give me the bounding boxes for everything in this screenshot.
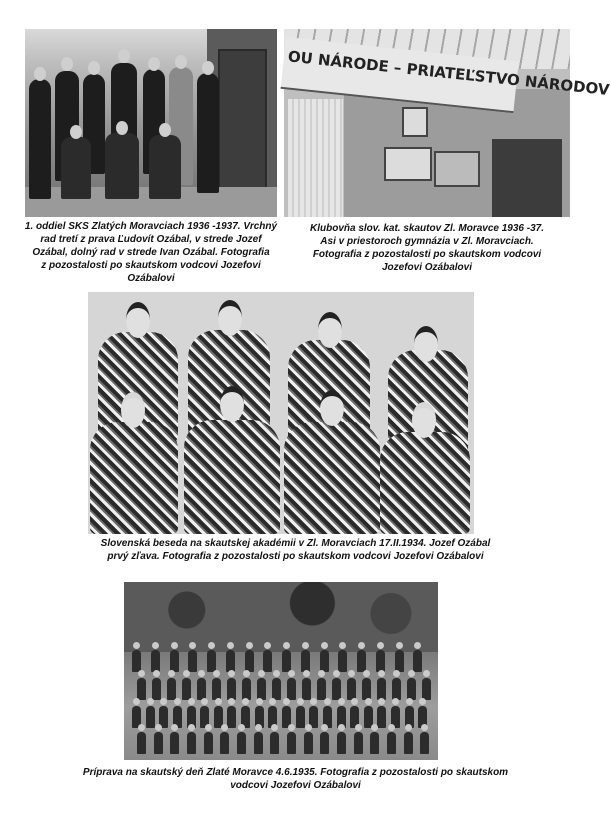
photo-figure bbox=[245, 650, 254, 672]
photo-scout-day bbox=[124, 582, 438, 760]
photo-head bbox=[388, 724, 395, 731]
photo-figure bbox=[197, 73, 219, 193]
photo-head bbox=[88, 61, 100, 75]
photo-figure bbox=[362, 678, 371, 700]
photo-figure bbox=[90, 422, 178, 534]
photo-head bbox=[116, 121, 128, 135]
photo-figure bbox=[227, 706, 236, 728]
caption-line: Fotografia z pozostalosti po skautskom vodcovi bbox=[312, 249, 542, 260]
photo-figure bbox=[227, 678, 236, 700]
photo-head bbox=[168, 670, 175, 677]
photo-head bbox=[213, 670, 220, 677]
photo-3-caption bbox=[20, 537, 571, 563]
photo-head bbox=[201, 698, 208, 705]
photo-figure bbox=[370, 732, 379, 754]
photo-figure bbox=[407, 678, 416, 700]
caption-line: Ozábalovi bbox=[127, 273, 175, 284]
photo-head bbox=[406, 698, 413, 705]
photo-figure bbox=[154, 732, 163, 754]
caption-line: Slovenská beseda na skautskej akadémii v Zl. Moravciach 17.II.1934. Jozef Ozábal bbox=[100, 538, 491, 549]
photo-head bbox=[408, 670, 415, 677]
photo-head bbox=[138, 670, 145, 677]
photo-figure bbox=[146, 706, 155, 728]
photo-trees bbox=[124, 582, 438, 652]
photo-head bbox=[220, 386, 244, 422]
photo-head bbox=[396, 642, 403, 649]
photo-figure bbox=[387, 732, 396, 754]
photo-frame bbox=[402, 107, 428, 137]
photo-head bbox=[147, 698, 154, 705]
photo-frame bbox=[384, 147, 432, 181]
photo-head bbox=[393, 670, 400, 677]
photo-head bbox=[333, 670, 340, 677]
photo-head bbox=[271, 724, 278, 731]
photo-head bbox=[215, 698, 222, 705]
photo-figure bbox=[404, 732, 413, 754]
photo-head bbox=[133, 642, 140, 649]
photo-figure bbox=[170, 650, 179, 672]
photo-head bbox=[256, 698, 263, 705]
photo-figure bbox=[207, 650, 216, 672]
caption-line: Príprava na skautský deň Zlaté Moravce 4.6.1935. Fotografia z pozostalosti po skautskom bbox=[82, 767, 509, 778]
photo-head bbox=[310, 698, 317, 705]
photo-head bbox=[133, 698, 140, 705]
photo-head bbox=[153, 670, 160, 677]
photo-figure bbox=[254, 732, 263, 754]
photo-head bbox=[303, 670, 310, 677]
photo-head bbox=[365, 698, 372, 705]
photo-2-caption bbox=[284, 222, 570, 274]
photo-head bbox=[61, 57, 73, 71]
photo-figure bbox=[302, 678, 311, 700]
caption-line: prvý zľava. Fotografia z pozostalosti po skautskom vodcovi Jozefovi Ozábalovi bbox=[107, 551, 484, 562]
photo-head bbox=[188, 698, 195, 705]
photo-figure bbox=[282, 650, 291, 672]
caption-line: vodcovi Jozefovi Ozábalovi bbox=[230, 780, 361, 791]
photo-head bbox=[348, 670, 355, 677]
photo-head bbox=[218, 300, 242, 336]
photo-figure bbox=[137, 678, 146, 700]
photo-head bbox=[174, 698, 181, 705]
photo-clubroom bbox=[284, 29, 611, 217]
photo-figure bbox=[284, 422, 380, 534]
photo-figure bbox=[270, 732, 279, 754]
photo-head bbox=[175, 55, 187, 69]
photo-head bbox=[363, 670, 370, 677]
photo-figure bbox=[376, 650, 385, 672]
photo-figure bbox=[304, 732, 313, 754]
photo-head bbox=[318, 312, 342, 348]
photo-head bbox=[228, 670, 235, 677]
photo-head bbox=[242, 698, 249, 705]
photo-figure bbox=[61, 137, 91, 199]
photo-head bbox=[202, 61, 214, 75]
photo-figure bbox=[237, 732, 246, 754]
photo-head bbox=[338, 724, 345, 731]
photo-head bbox=[412, 402, 436, 438]
photo-head bbox=[320, 390, 344, 426]
photo-head bbox=[171, 724, 178, 731]
photo-head bbox=[246, 642, 253, 649]
photo-head bbox=[227, 642, 234, 649]
photo-head bbox=[405, 724, 412, 731]
photo-head bbox=[183, 670, 190, 677]
photo-head bbox=[392, 698, 399, 705]
photo-figure bbox=[212, 678, 221, 700]
photo-banner: OU NÁRODE – PRIATEĽSTVO NÁRODOV bbox=[281, 37, 519, 113]
photo-head bbox=[118, 49, 130, 63]
photo-head bbox=[148, 57, 160, 71]
photo-figure bbox=[242, 678, 251, 700]
photo-figure bbox=[226, 650, 235, 672]
caption-line: z pozostalosti po skautskom vodcovi Jozefovi bbox=[41, 260, 261, 271]
photo-head bbox=[126, 302, 150, 338]
photo-figure bbox=[354, 732, 363, 754]
photo-figure bbox=[197, 678, 206, 700]
photo-head bbox=[378, 670, 385, 677]
photo-door bbox=[218, 49, 267, 203]
photo-head bbox=[273, 670, 280, 677]
photo-figure bbox=[204, 732, 213, 754]
photo-figure bbox=[29, 79, 51, 199]
photo-head bbox=[171, 642, 178, 649]
photo-head bbox=[159, 123, 171, 137]
photo-head bbox=[269, 698, 276, 705]
photo-figure bbox=[347, 678, 356, 700]
photo-head bbox=[243, 670, 250, 677]
photo-head bbox=[188, 724, 195, 731]
photo-head bbox=[355, 724, 362, 731]
photo-figure bbox=[152, 678, 161, 700]
photo-head bbox=[238, 724, 245, 731]
photo-head bbox=[318, 670, 325, 677]
photo-1-caption bbox=[4, 220, 298, 285]
photo-head bbox=[302, 642, 309, 649]
photo-figure bbox=[301, 650, 310, 672]
photo-head bbox=[221, 724, 228, 731]
photo-figure bbox=[151, 650, 160, 672]
photo-figure bbox=[287, 678, 296, 700]
caption-line: Jozefovi Ozábalovi bbox=[381, 262, 473, 273]
photo-figure bbox=[332, 678, 341, 700]
photo-head bbox=[371, 724, 378, 731]
photo-figure bbox=[182, 678, 191, 700]
photo-head bbox=[324, 698, 331, 705]
photo-figure bbox=[422, 678, 431, 700]
photo-figure bbox=[167, 678, 176, 700]
photo-figure bbox=[420, 732, 429, 754]
caption-line: rad tretí z prava Ľudovít Ozábal, v strede Jozef bbox=[40, 234, 262, 245]
photo-head bbox=[160, 698, 167, 705]
photo-head bbox=[321, 642, 328, 649]
photo-figure bbox=[392, 678, 401, 700]
photo-cabinet bbox=[492, 139, 562, 217]
photo-figure bbox=[317, 678, 326, 700]
photo-4-caption bbox=[20, 766, 571, 792]
photo-head bbox=[351, 698, 358, 705]
photo-head bbox=[155, 724, 162, 731]
photo-figure bbox=[395, 650, 404, 672]
photo-head bbox=[255, 724, 262, 731]
photo-figure bbox=[187, 732, 196, 754]
photo-figure bbox=[377, 678, 386, 700]
photo-figure bbox=[377, 706, 386, 728]
photo-head bbox=[258, 670, 265, 677]
photo-head bbox=[288, 670, 295, 677]
photo-figure bbox=[272, 678, 281, 700]
photo-figure bbox=[320, 732, 329, 754]
photo-figure bbox=[263, 650, 272, 672]
caption-line: Ozábal, dolný rad v strede Ivan Ozábal. Fotografia bbox=[32, 247, 270, 258]
photo-head bbox=[198, 670, 205, 677]
photo-head bbox=[205, 724, 212, 731]
photo-head bbox=[34, 67, 46, 81]
photo-head bbox=[321, 724, 328, 731]
photo-head bbox=[414, 326, 438, 362]
caption-line: 1. oddiel SKS Zlatých Moravciach 1936 -1937. Vrchný bbox=[24, 221, 278, 232]
photo-figure bbox=[149, 135, 181, 199]
photo-head bbox=[419, 698, 426, 705]
photo-figure bbox=[220, 732, 229, 754]
photo-figure bbox=[105, 133, 139, 199]
photo-head bbox=[421, 724, 428, 731]
photo-figure bbox=[170, 732, 179, 754]
photo-figure bbox=[188, 650, 197, 672]
photo-frame bbox=[434, 151, 480, 187]
caption-line: Asi v priestoroch gymnázia v Zl. Moravciach. bbox=[320, 236, 534, 247]
caption-line: Klubovňa slov. kat. skautov Zl. Moravce 1936 -37. bbox=[310, 223, 544, 234]
photo-figure bbox=[357, 650, 366, 672]
photo-head bbox=[378, 698, 385, 705]
photo-figure bbox=[296, 706, 305, 728]
photo-head bbox=[423, 670, 430, 677]
photo-head bbox=[152, 642, 159, 649]
photo-head bbox=[208, 642, 215, 649]
photo-curtain bbox=[288, 99, 343, 217]
photo-head bbox=[297, 698, 304, 705]
photo-figure bbox=[413, 650, 422, 672]
photo-head bbox=[138, 724, 145, 731]
photo-head bbox=[377, 642, 384, 649]
photo-figure bbox=[337, 732, 346, 754]
photo-head bbox=[228, 698, 235, 705]
photo-head bbox=[283, 698, 290, 705]
photo-figure bbox=[338, 650, 347, 672]
photo-figure bbox=[380, 432, 470, 534]
photo-figure bbox=[184, 420, 280, 534]
photo-figure bbox=[257, 678, 266, 700]
photo-scout-troop bbox=[25, 29, 277, 217]
photo-head bbox=[70, 125, 82, 139]
photo-head bbox=[288, 724, 295, 731]
photo-figure bbox=[137, 732, 146, 754]
photo-figure bbox=[287, 732, 296, 754]
photo-head bbox=[358, 642, 365, 649]
photo-folk-group bbox=[88, 292, 474, 534]
photo-figure bbox=[320, 650, 329, 672]
photo-head bbox=[305, 724, 312, 731]
photo-head bbox=[121, 392, 145, 428]
photo-head bbox=[338, 698, 345, 705]
photo-figure bbox=[132, 650, 141, 672]
photo-head bbox=[283, 642, 290, 649]
